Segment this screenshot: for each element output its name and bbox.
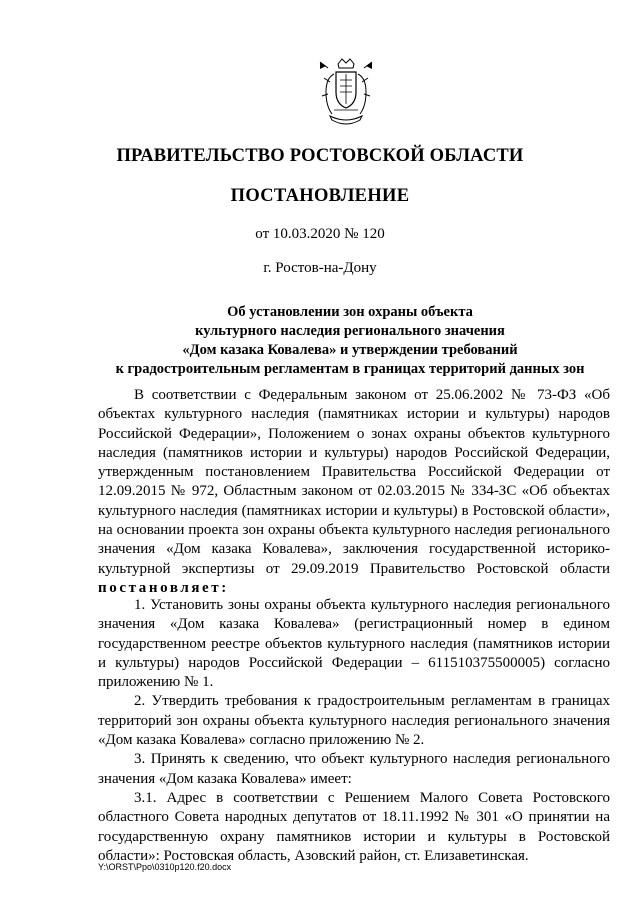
subject-line: к градостроительным регламентам в границах территорий данных зон — [115, 361, 585, 377]
preamble-text: В соответствии с Федеральным законом от 25.06.2002 № 73-ФЗ «Об объектах культурного наследия (памятниках истории и культуры) народов Российской Федерации», Положением о зонах охраны объектов культурного наследия (памятников истории и культуры) народов Российской Федерации, утвержденным постановлением Правительства Российской Федерации от 12.09.2015 № 972, Областным законом от 02.03.2015 № 334-ЗС «Об объектах культурного наследия (памятниках истории и культуры) в Ростовской области», на основании проекта зон охраны объекта культурного наследия регионального значения «Дом казака Ковалева», заключения государственной историко-культурной экспертизы от 29.09.2019 Правительство Ростовской области — [98, 387, 610, 577]
decree-item: 1. Установить зоны охраны объекта культурного наследия регионального значения «Дом казака Ковалева» (регистрационный номер в едином государственном реестре объектов культурного наследия (памятников истории и культуры) народов Российской Федерации – 611510375500005) согласно приложению № 1. — [98, 597, 610, 691]
subject-line: «Дом казака Ковалева» и утверждении требований — [182, 342, 518, 358]
preamble — [98, 386, 610, 598]
decree-item: 2. Утвердить требования к градостроительным регламентам в границах территорий зон охраны объекта культурного наследия регионального значения «Дом казака Ковалева» согласно приложению № 2. — [98, 693, 610, 749]
resolves-word: постановляет: — [98, 579, 229, 596]
document-date-number: от 10.03.2020 № 120 — [255, 226, 385, 242]
document-type: ПОСТАНОВЛЕНИЕ — [230, 186, 410, 206]
rostov-coat-of-arms-icon — [316, 58, 376, 128]
subject-line: культурного наследия регионального значения — [195, 323, 505, 339]
decree-item: 3.1. Адрес в соответствии с Решением Малого Совета Ростовского областного Совета народных депутатов от 18.11.1992 № 301 «О принятии на государственную охрану памятников истории и культуры в Ростовской области»: Ростовская область, Азовский район, ст. Елизаветинская. — [98, 789, 610, 864]
subject-line: Об установлении зон охраны объекта — [227, 304, 473, 320]
decree-items — [98, 596, 610, 866]
document-subject — [60, 303, 640, 379]
document-city: г. Ростов-на-Дону — [263, 260, 377, 276]
government-title: ПРАВИТЕЛЬСТВО РОСТОВСКОЙ ОБЛАСТИ — [116, 146, 524, 166]
decree-item: 3. Принять к сведению, что объект культурного наследия регионального значения «Дом казака Ковалева» имеет: — [98, 751, 610, 787]
file-path-footer: Y:\ORST\Ppo\0310p120.f20.docx — [98, 862, 232, 872]
preamble-paragraph — [98, 386, 610, 598]
